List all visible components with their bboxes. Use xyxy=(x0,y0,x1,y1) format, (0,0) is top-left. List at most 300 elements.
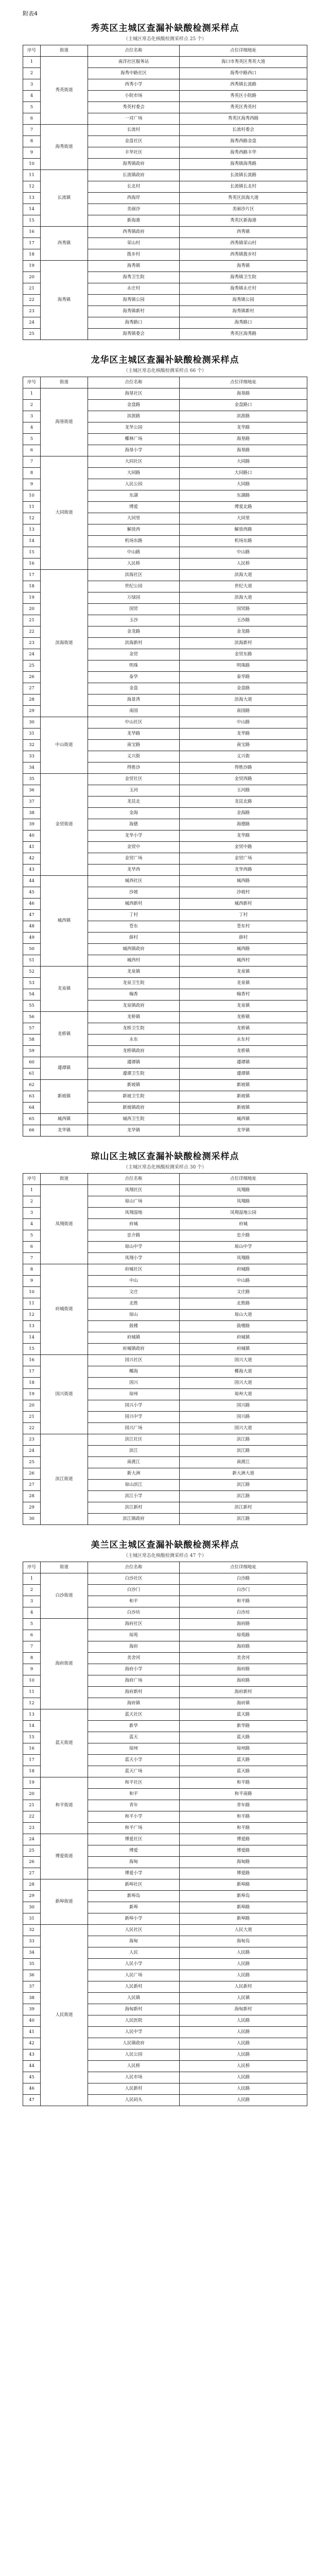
street-name: 蓝天街道 xyxy=(41,1709,88,1777)
column-header: 点位名称 xyxy=(88,1174,180,1185)
row-number: 17 xyxy=(23,1755,41,1766)
point-address: 白沙门 xyxy=(180,1585,307,1596)
point-name: 凤翔社区 xyxy=(88,1185,180,1196)
point-name: 滨江社区 xyxy=(88,1434,180,1446)
point-name: 人民镇政府 xyxy=(88,2038,180,2049)
row-number: 29 xyxy=(23,1891,41,1902)
point-address: 苍东村 xyxy=(180,921,307,933)
point-name: 义兴街 xyxy=(88,751,180,762)
row-number: 39 xyxy=(23,2004,41,2015)
point-name: 国贸 xyxy=(88,604,180,615)
row-number: 23 xyxy=(23,306,41,317)
point-address: 国兴大道 xyxy=(180,1355,307,1366)
point-address: 龙华路 xyxy=(180,831,307,842)
point-address: 秀英区海秀西路 xyxy=(180,113,307,125)
point-address: 海秀镇新村 xyxy=(180,306,307,317)
point-name: 海府 xyxy=(88,1641,180,1653)
point-address: 长流镇长北村 xyxy=(180,181,307,193)
point-address: 西秀镇 xyxy=(180,227,307,238)
row-number: 5 xyxy=(23,1619,41,1630)
point-address: 遵谭镇 xyxy=(180,1069,307,1080)
row-number: 59 xyxy=(23,1046,41,1057)
row-number: 3 xyxy=(23,79,41,91)
point-name: 人民小学 xyxy=(88,1959,180,1970)
point-name: 琼山广场 xyxy=(88,1196,180,1208)
point-name: 南渡江 xyxy=(88,1457,180,1468)
point-address: 新坡镇 xyxy=(180,1080,307,1091)
row-number: 30 xyxy=(23,1902,41,1913)
point-address: 滨海大道 xyxy=(180,592,307,604)
point-name: 文庄 xyxy=(88,1287,180,1298)
point-name: 和平广场 xyxy=(88,1823,180,1834)
column-header: 点位详细地址 xyxy=(180,1174,307,1185)
point-name: 明珠 xyxy=(88,660,180,672)
point-address: 龙华路 xyxy=(180,728,307,740)
section-title: 龙华区主城区查漏补缺酸检测采样点 xyxy=(91,355,239,365)
point-address: 金贸广场 xyxy=(180,853,307,865)
point-address: 和平南路 xyxy=(180,1789,307,1800)
row-number: 21 xyxy=(23,283,41,295)
row-number: 30 xyxy=(23,1514,41,1525)
row-number: 7 xyxy=(23,125,41,136)
row-number: 66 xyxy=(23,1125,41,1137)
sections-container xyxy=(23,21,307,2106)
point-address: 得胜沙路 xyxy=(180,762,307,774)
point-address: 长流村委会 xyxy=(180,125,307,136)
point-address: 人民路 xyxy=(180,1970,307,1981)
point-address: 秀英区滨海大道 xyxy=(180,193,307,204)
row-number: 65 xyxy=(23,1114,41,1125)
sampling-point-table xyxy=(23,377,307,1137)
point-name: 城西新村 xyxy=(88,899,180,910)
point-name: 龙华西 xyxy=(88,865,180,876)
point-address: 海甸路 xyxy=(180,1857,307,1868)
point-name: 和平 xyxy=(88,1596,180,1607)
street-name: 长流镇 xyxy=(41,170,88,227)
point-name: 和平 xyxy=(88,1789,180,1800)
point-name: 世纪公园 xyxy=(88,581,180,592)
section-subtitle: （主城区常态化核酸检测采样点 30 个） xyxy=(123,1165,207,1170)
point-name: 新埠小学 xyxy=(88,1913,180,1925)
point-address: 人民路 xyxy=(180,2015,307,2027)
point-address: 人民路 xyxy=(180,2038,307,2049)
point-name: 白沙社区 xyxy=(88,1573,180,1585)
point-address: 海秀西路丰华 xyxy=(180,147,307,159)
table-row xyxy=(23,1185,307,1196)
row-number: 14 xyxy=(23,536,41,547)
row-number: 22 xyxy=(23,295,41,306)
point-name: 金海 xyxy=(88,808,180,819)
section-title: 琼山区主城区查漏补缺酸检测采样点 xyxy=(91,1151,239,1162)
row-number: 31 xyxy=(23,1913,41,1925)
row-number: 5 xyxy=(23,1230,41,1242)
point-name: 白沙门 xyxy=(88,1585,180,1596)
table-row xyxy=(23,388,307,400)
row-number: 11 xyxy=(23,170,41,181)
point-address: 龙华西路 xyxy=(180,865,307,876)
street-name: 龙桥镇 xyxy=(41,1012,88,1057)
row-number: 24 xyxy=(23,1834,41,1845)
point-name: 大同路 xyxy=(88,468,180,479)
table-row xyxy=(23,1080,307,1091)
row-number: 2 xyxy=(23,68,41,79)
point-name: 遵谭镇 xyxy=(88,1057,180,1069)
row-number: 27 xyxy=(23,1868,41,1879)
point-address: 人民路 xyxy=(180,1947,307,1959)
row-number: 22 xyxy=(23,626,41,638)
point-name: 金贸 xyxy=(88,649,180,660)
point-address: 中山路 xyxy=(180,717,307,728)
row-number: 24 xyxy=(23,1446,41,1457)
row-number: 7 xyxy=(23,1253,41,1264)
point-name: 府城社区 xyxy=(88,1264,180,1276)
point-address: 南渡江 xyxy=(180,1457,307,1468)
point-name: 人民码头 xyxy=(88,2095,180,2106)
row-number: 63 xyxy=(23,1091,41,1103)
street-name: 中山街道 xyxy=(41,717,88,774)
point-name: 永东 xyxy=(88,1035,180,1046)
section-subtitle: （主城区常态化核酸检测采样点 66 个） xyxy=(123,368,207,374)
point-name: 龙桥卫生院 xyxy=(88,1023,180,1035)
point-address: 凤翔路 xyxy=(180,1185,307,1196)
point-address: 人民大道 xyxy=(180,1925,307,1936)
point-name: 鼓楼 xyxy=(88,1321,180,1332)
row-number: 23 xyxy=(23,638,41,649)
row-number: 39 xyxy=(23,819,41,831)
street-name: 和平街道 xyxy=(41,1777,88,1834)
point-name: 金盘社区 xyxy=(88,136,180,147)
point-address: 琼苑路 xyxy=(180,1630,307,1641)
row-number: 45 xyxy=(23,887,41,899)
point-name: 金贸中 xyxy=(88,842,180,853)
street-name: 龙华镇 xyxy=(41,1125,88,1137)
point-name: 国兴中学 xyxy=(88,1412,180,1423)
row-number: 29 xyxy=(23,1502,41,1514)
point-address: 椰海大道 xyxy=(180,1366,307,1378)
row-number: 15 xyxy=(23,215,41,227)
row-number: 6 xyxy=(23,1630,41,1641)
point-address: 人民镇 xyxy=(180,1993,307,2004)
point-address: 新埠岛 xyxy=(180,1891,307,1902)
column-header: 序号 xyxy=(23,377,41,388)
point-name: 国兴小学 xyxy=(88,1400,180,1412)
point-address: 海府路 xyxy=(180,1664,307,1675)
point-address: 滨江路 xyxy=(180,1446,307,1457)
street-name: 城西镇 xyxy=(41,876,88,967)
point-name: 龙昆北 xyxy=(88,796,180,808)
row-number: 48 xyxy=(23,921,41,933)
point-name: 龙泉卫生院 xyxy=(88,978,180,989)
point-address: 玉河路 xyxy=(180,785,307,796)
point-name: 西秀小学 xyxy=(88,79,180,91)
table-row xyxy=(23,570,307,581)
column-header: 点位详细地址 xyxy=(180,1562,307,1573)
table-row xyxy=(23,1355,307,1366)
point-name: 滨江小学 xyxy=(88,1491,180,1502)
street-name: 海秀街道 xyxy=(41,125,88,170)
row-number: 10 xyxy=(23,1675,41,1687)
point-name: 机场东路 xyxy=(88,536,180,547)
row-number: 3 xyxy=(23,411,41,422)
table-row xyxy=(23,967,307,978)
point-address: 新华路 xyxy=(180,1721,307,1732)
street-name: 滨江街道 xyxy=(41,1434,88,1525)
point-name: 丰华社区 xyxy=(88,147,180,159)
row-number: 1 xyxy=(23,1185,41,1196)
point-address: 海秀镇卫生院 xyxy=(180,272,307,283)
point-address: 美丽沙片区 xyxy=(180,204,307,215)
point-address: 城西新村 xyxy=(180,899,307,910)
point-address: 大同路 xyxy=(180,479,307,490)
row-number: 45 xyxy=(23,2072,41,2083)
point-name: 解放西 xyxy=(88,524,180,536)
row-number: 1 xyxy=(23,388,41,400)
point-address: 博爱路 xyxy=(180,1834,307,1845)
point-address: 海垦路 xyxy=(180,434,307,445)
point-address: 龙昆北路 xyxy=(180,796,307,808)
point-name: 龙华路 xyxy=(88,728,180,740)
row-number: 9 xyxy=(23,479,41,490)
column-header: 序号 xyxy=(23,1174,41,1185)
point-name: 一对广场 xyxy=(88,113,180,125)
row-number: 55 xyxy=(23,1001,41,1012)
table-row xyxy=(23,57,307,68)
point-address: 白沙坊 xyxy=(180,1607,307,1619)
point-name: 玉沙 xyxy=(88,615,180,626)
row-number: 9 xyxy=(23,147,41,159)
street-name: 新坡镇 xyxy=(41,1080,88,1114)
row-number: 21 xyxy=(23,615,41,626)
point-address: 海府路 xyxy=(180,1619,307,1630)
row-number: 21 xyxy=(23,1800,41,1811)
table-row xyxy=(23,125,307,136)
row-number: 15 xyxy=(23,1344,41,1355)
street-name: 新埠街道 xyxy=(41,1879,88,1925)
point-address: 海府新村 xyxy=(180,1687,307,1698)
table-row xyxy=(23,774,307,785)
point-address: 海秀镇永庄村 xyxy=(180,283,307,295)
row-number: 15 xyxy=(23,1732,41,1743)
row-number: 26 xyxy=(23,1857,41,1868)
point-address: 人民路 xyxy=(180,2027,307,2038)
point-name: 苍东 xyxy=(88,921,180,933)
row-number: 58 xyxy=(23,1035,41,1046)
row-number: 46 xyxy=(23,2083,41,2095)
point-address: 南宝路 xyxy=(180,740,307,751)
point-address: 人民路 xyxy=(180,2072,307,2083)
point-name: 新埠岛 xyxy=(88,1891,180,1902)
row-number: 60 xyxy=(23,1057,41,1069)
street-name: 府城街道 xyxy=(41,1264,88,1355)
column-header: 点位名称 xyxy=(88,1562,180,1573)
point-address: 滨海新村 xyxy=(180,638,307,649)
point-address: 长流镇长流路 xyxy=(180,170,307,181)
point-address: 大同里 xyxy=(180,513,307,524)
point-address: 府城 xyxy=(180,1219,307,1230)
row-number: 25 xyxy=(23,1845,41,1857)
point-address: 国兴路 xyxy=(180,1412,307,1423)
street-name: 滨海街道 xyxy=(41,570,88,717)
point-name: 府城镇 xyxy=(88,1332,180,1344)
point-name: 白沙坊 xyxy=(88,1607,180,1619)
point-name: 琼州 xyxy=(88,1743,180,1755)
row-number: 41 xyxy=(23,842,41,853)
row-number: 18 xyxy=(23,1766,41,1777)
point-address: 中山路 xyxy=(180,547,307,558)
row-number: 13 xyxy=(23,1321,41,1332)
row-number: 2 xyxy=(23,1585,41,1596)
row-number: 13 xyxy=(23,1709,41,1721)
point-name: 海甸新村 xyxy=(88,2004,180,2015)
point-address: 和平路 xyxy=(180,1596,307,1607)
point-address: 琼山中学 xyxy=(180,1242,307,1253)
row-number: 25 xyxy=(23,1457,41,1468)
row-number: 1 xyxy=(23,1573,41,1585)
table-row xyxy=(23,1012,307,1023)
section-title: 美兰区主城区查漏补缺酸检测采样点 xyxy=(91,1540,239,1550)
point-name: 万绿园 xyxy=(88,592,180,604)
row-number: 38 xyxy=(23,808,41,819)
point-name: 南宝路 xyxy=(88,740,180,751)
row-number: 30 xyxy=(23,717,41,728)
point-address: 大同路 xyxy=(180,456,307,468)
row-number: 9 xyxy=(23,1276,41,1287)
point-name: 琼苑 xyxy=(88,1630,180,1641)
street-name: 白沙街道 xyxy=(41,1573,88,1619)
point-address: 龙泉镇 xyxy=(180,978,307,989)
point-name: 中山社区 xyxy=(88,717,180,728)
point-name: 长流村 xyxy=(88,125,180,136)
point-address: 海秀中路西口 xyxy=(180,68,307,79)
point-name: 中山路 xyxy=(88,547,180,558)
table-row xyxy=(23,456,307,468)
sampling-point-table xyxy=(23,1562,307,2106)
point-address: 海府路 xyxy=(180,1675,307,1687)
point-address: 海秀镇 xyxy=(180,261,307,272)
row-number: 37 xyxy=(23,796,41,808)
row-number: 53 xyxy=(23,978,41,989)
table-row xyxy=(23,1619,307,1630)
point-address: 西秀镇长流路 xyxy=(180,79,307,91)
point-address: 府城路 xyxy=(180,1264,307,1276)
point-address: 东湖路 xyxy=(180,490,307,502)
row-number: 47 xyxy=(23,910,41,921)
table-row xyxy=(23,1434,307,1446)
sampling-point-table xyxy=(23,1173,307,1525)
point-address: 机场东路 xyxy=(180,536,307,547)
row-number: 18 xyxy=(23,249,41,261)
row-number: 56 xyxy=(23,1012,41,1023)
point-address: 金盘路 xyxy=(180,683,307,694)
row-number: 26 xyxy=(23,1468,41,1480)
point-address: 北胜路 xyxy=(180,1298,307,1310)
row-number: 37 xyxy=(23,1981,41,1993)
point-name: 人民 xyxy=(88,1947,180,1959)
point-name: 凤翔小学 xyxy=(88,1253,180,1264)
point-address: 海秀镇海秀路 xyxy=(180,159,307,170)
table-header-row xyxy=(23,1174,307,1185)
street-name: 海府街道 xyxy=(41,1619,88,1709)
table-row xyxy=(23,227,307,238)
point-address: 蓝天路 xyxy=(180,1732,307,1743)
row-number: 15 xyxy=(23,547,41,558)
row-number: 40 xyxy=(23,2015,41,2027)
table-row xyxy=(23,1057,307,1069)
column-header: 街道 xyxy=(41,45,88,57)
point-name: 海德 xyxy=(88,819,180,831)
row-number: 11 xyxy=(23,1687,41,1698)
point-name: 海垦社区 xyxy=(88,388,180,400)
column-header: 点位名称 xyxy=(88,377,180,388)
point-name: 城西村 xyxy=(88,955,180,967)
row-number: 50 xyxy=(23,944,41,955)
point-name: 长流镇政府 xyxy=(88,170,180,181)
point-address: 海口市秀英区秀英大道 xyxy=(180,57,307,68)
point-name: 青年 xyxy=(88,1800,180,1811)
row-number: 12 xyxy=(23,181,41,193)
point-name: 南洋社区服务站 xyxy=(88,57,180,68)
column-header: 点位详细地址 xyxy=(180,45,307,57)
point-name: 长北村 xyxy=(88,181,180,193)
row-number: 34 xyxy=(23,1947,41,1959)
point-name: 滨涯路 xyxy=(88,411,180,422)
row-number: 49 xyxy=(23,933,41,944)
row-number: 28 xyxy=(23,1491,41,1502)
point-address: 凤翔路 xyxy=(180,1253,307,1264)
point-address: 琼州路 xyxy=(180,1743,307,1755)
point-name: 府城镇政府 xyxy=(88,1344,180,1355)
point-name: 和平社区 xyxy=(88,1777,180,1789)
row-number: 28 xyxy=(23,694,41,706)
row-number: 10 xyxy=(23,159,41,170)
point-name: 城西卫生院 xyxy=(88,1114,180,1125)
point-address: 解放西路 xyxy=(180,524,307,536)
point-name: 府城 xyxy=(88,1219,180,1230)
point-name: 人民桥 xyxy=(88,558,180,570)
point-name: 龙华公园 xyxy=(88,422,180,434)
point-name: 新坡镇 xyxy=(88,1080,180,1091)
row-number: 33 xyxy=(23,751,41,762)
row-number: 4 xyxy=(23,1219,41,1230)
row-number: 8 xyxy=(23,1264,41,1276)
point-name: 海府镇 xyxy=(88,1698,180,1709)
section-title: 秀英区主城区查漏补缺酸检测采样点 xyxy=(91,23,239,33)
row-number: 27 xyxy=(23,683,41,694)
row-number: 24 xyxy=(23,317,41,329)
table-row xyxy=(23,1879,307,1891)
row-number: 38 xyxy=(23,1993,41,2004)
point-address: 滨海大道 xyxy=(180,694,307,706)
point-name: 龙华小学 xyxy=(88,831,180,842)
row-number: 57 xyxy=(23,1023,41,1035)
row-number: 19 xyxy=(23,1389,41,1400)
point-name: 沙坡 xyxy=(88,887,180,899)
point-name: 东湖 xyxy=(88,490,180,502)
point-name: 海秀镇公园 xyxy=(88,295,180,306)
table-row xyxy=(23,1709,307,1721)
point-name: 滨江 xyxy=(88,1446,180,1457)
point-address: 博爱路 xyxy=(180,1845,307,1857)
table-row xyxy=(23,1834,307,1845)
point-name: 新大洲 xyxy=(88,1468,180,1480)
point-name: 滨江镇政府 xyxy=(88,1514,180,1525)
point-address: 秀英区新海港 xyxy=(180,215,307,227)
point-name: 海秀路口 xyxy=(88,317,180,329)
point-address: 新坡镇 xyxy=(180,1091,307,1103)
row-number: 4 xyxy=(23,1607,41,1619)
point-address: 博爱北路 xyxy=(180,502,307,513)
point-address: 南国路 xyxy=(180,706,307,717)
